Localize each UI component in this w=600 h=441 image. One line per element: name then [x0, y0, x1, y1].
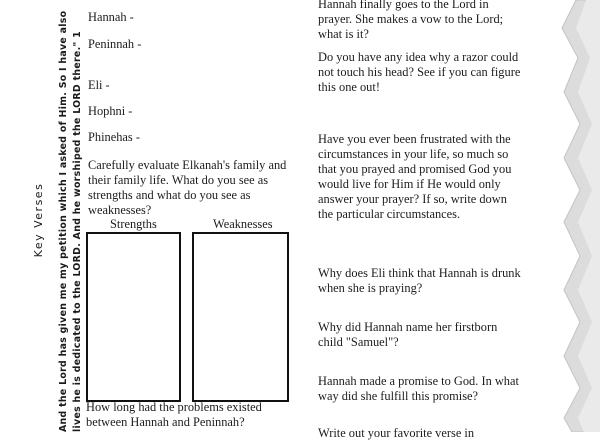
problems-duration-question: How long had the problems existed between Hannah and Peninnah?: [86, 400, 262, 429]
weaknesses-header: Weaknesses: [213, 217, 273, 231]
key-verse-line-1: And the Lord has given me my petition which I asked of Him. So I have also: [58, 10, 69, 432]
weaknesses-answer-box[interactable]: [192, 232, 289, 402]
promise-fulfill-question: Hannah made a promise to God. In what way did she fulfill this promise?: [318, 374, 519, 403]
hannah-vow-question: Hannah finally goes to the Lord in prayer. She makes a vow to the Lord; what is it?: [318, 0, 504, 41]
character-eli: Eli -: [88, 78, 110, 92]
character-hophni: Hophni -: [88, 104, 133, 118]
key-verse-line-2: lives he is dedicated to the LORD. And he worshiped the LORD there." 1: [72, 30, 83, 432]
character-hannah: Hannah -: [88, 10, 134, 24]
zigzag-border-decoration: [520, 0, 600, 432]
evaluate-family-prompt: Carefully evaluate Elkanah's family and their family life. What do you see as strengths and what do you see as weaknesses?: [88, 158, 287, 217]
key-verses-title: Key Verses: [32, 182, 45, 258]
samuel-name-question: Why did Hannah name her firstborn child "Samuel"?: [318, 320, 498, 349]
eli-drunk-question: Why does Eli think that Hannah is drunk when she is praying?: [318, 266, 521, 295]
razor-question: Do you have any idea why a razor could not touch his head? See if you can figure this one out!: [318, 50, 521, 94]
frustrated-circumstances-question: Have you ever been frustrated with the circumstances in your life, so much so that you prayed and promised God you would live for Him if He would only answer your prayer? If so, write down the particular circumstances.: [318, 132, 512, 221]
favorite-verse-question: Write out your favorite verse in: [318, 426, 475, 440]
character-peninnah: Peninnah -: [88, 37, 142, 51]
strengths-header: Strengths: [110, 217, 157, 231]
strengths-answer-box[interactable]: [86, 232, 181, 402]
character-phinehas: Phinehas -: [88, 130, 140, 144]
